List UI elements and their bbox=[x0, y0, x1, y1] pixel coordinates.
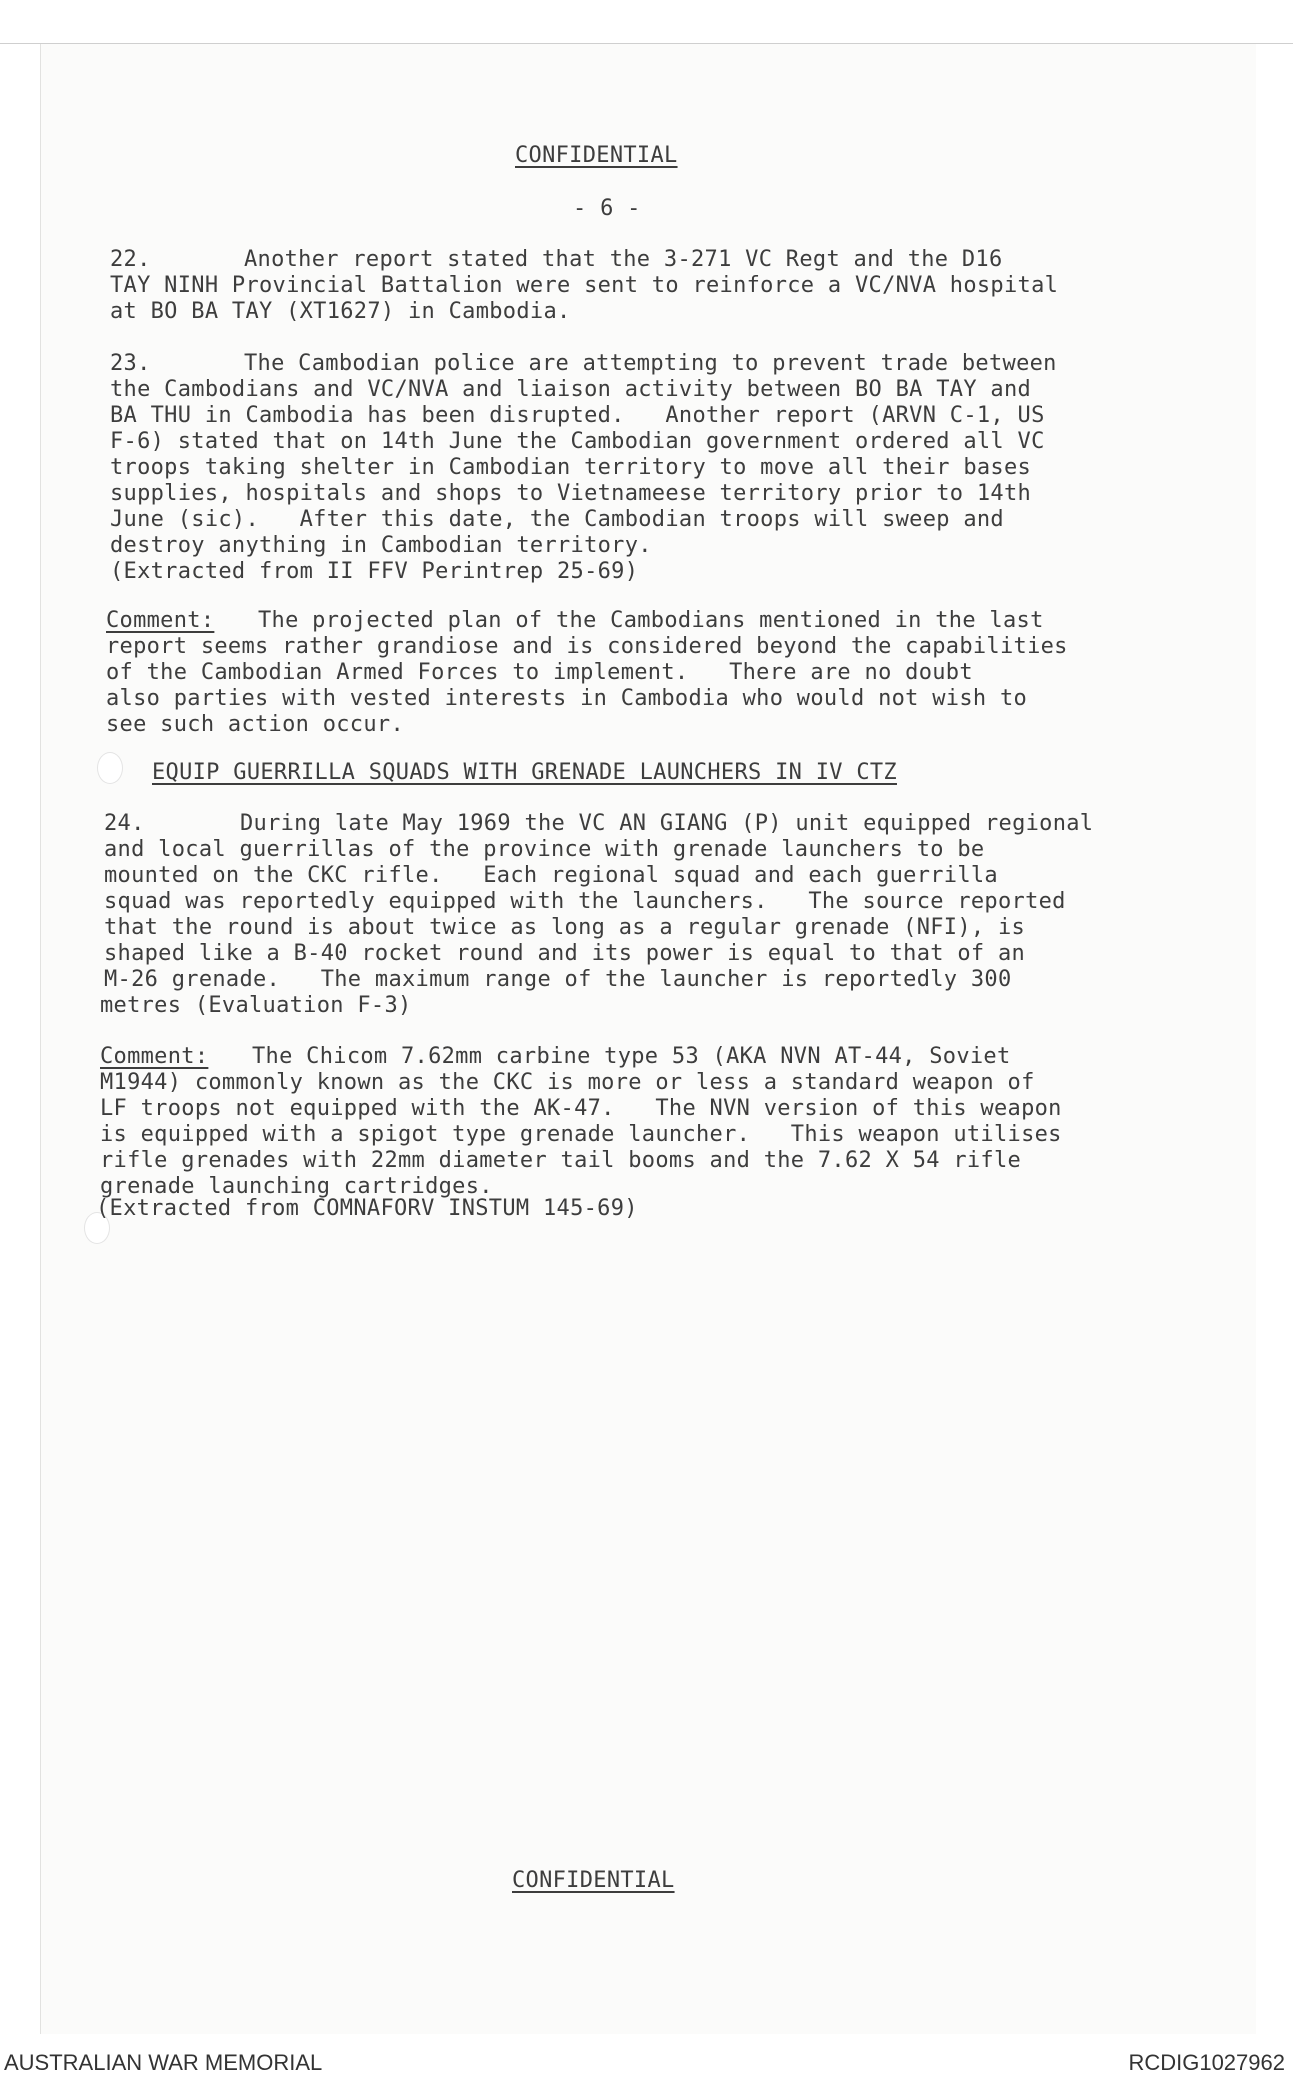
para-24-number: 24. bbox=[104, 811, 145, 836]
classification-footer: CONFIDENTIAL bbox=[512, 1868, 675, 1893]
comment-2-line: rifle grenades with 22mm diameter tail booms and the 7.62 X 54 rifle bbox=[100, 1148, 1022, 1173]
comment-2-source: (Extracted from COMNAFORV INSTUM 145-69) bbox=[96, 1196, 638, 1221]
classification-header: CONFIDENTIAL bbox=[515, 143, 678, 168]
comment-2-line: LF troops not equipped with the AK-47. The NVN version of this weapon bbox=[100, 1096, 1062, 1121]
para-23-number: 23. bbox=[110, 351, 151, 376]
para-23-line: supplies, hospitals and shops to Vietnameese territory prior to 14th bbox=[110, 481, 1032, 506]
para-22-line: at BO BA TAY (XT1627) in Cambodia. bbox=[110, 299, 571, 324]
para-24-line: metres (Evaluation F-3) bbox=[100, 993, 412, 1018]
para-24-line: mounted on the CKC rifle. Each regional squad and each guerrilla bbox=[104, 863, 998, 888]
comment-2-line: is equipped with a spigot type grenade launcher. This weapon utilises bbox=[100, 1122, 1062, 1147]
comment-1-line: The projected plan of the Cambodians mentioned in the last bbox=[258, 608, 1044, 633]
page-number: - 6 - bbox=[573, 196, 641, 221]
comment-1-line: also parties with vested interests in Cambodia who would not wish to bbox=[106, 686, 1028, 711]
para-23-line: destroy anything in Cambodian territory. bbox=[110, 533, 652, 558]
para-24-line: M-26 grenade. The maximum range of the launcher is reportedly 300 bbox=[104, 967, 1012, 992]
para-23-source: (Extracted from II FFV Perintrep 25-69) bbox=[110, 559, 639, 584]
para-23-line: The Cambodian police are attempting to prevent trade between bbox=[244, 351, 1057, 376]
comment-2-line: M1944) commonly known as the CKC is more or less a standard weapon of bbox=[100, 1070, 1035, 1095]
para-24-line: and local guerrillas of the province with grenade launchers to be bbox=[104, 837, 985, 862]
comment-1-line: see such action occur. bbox=[106, 712, 404, 737]
document-page bbox=[40, 44, 1256, 2034]
para-24-line: During late May 1969 the VC AN GIANG (P) unit equipped regional bbox=[240, 811, 1094, 836]
comment-1-line: report seems rather grandiose and is considered beyond the capabilities bbox=[106, 634, 1068, 659]
para-24-line: shaped like a B-40 rocket round and its power is equal to that of an bbox=[104, 941, 1026, 966]
para-23-line: troops taking shelter in Cambodian territory to move all their bases bbox=[110, 455, 1032, 480]
para-22-line: Another report stated that the 3-271 VC Regt and the D16 bbox=[244, 247, 1003, 272]
para-22-line: TAY NINH Provincial Battalion were sent to reinforce a VC/NVA hospital bbox=[110, 273, 1059, 298]
para-22-number: 22. bbox=[110, 247, 151, 272]
para-24-line: squad was reportedly equipped with the launchers. The source reported bbox=[104, 889, 1066, 914]
comment-1-label: Comment: bbox=[106, 608, 215, 633]
comment-2-line: grenade launching cartridges. bbox=[100, 1174, 493, 1199]
para-24-line: that the round is about twice as long as a regular grenade (NFI), is bbox=[104, 915, 1026, 940]
comment-1-line: of the Cambodian Armed Forces to implement. There are no doubt bbox=[106, 660, 973, 685]
comment-2-label: Comment: bbox=[100, 1044, 209, 1069]
para-23-line: the Cambodians and VC/NVA and liaison activity between BO BA TAY and bbox=[110, 377, 1032, 402]
archive-institution: AUSTRALIAN WAR MEMORIAL bbox=[4, 2050, 323, 2075]
section-heading: EQUIP GUERRILLA SQUADS WITH GRENADE LAUNCHERS IN IV CTZ bbox=[152, 760, 897, 785]
punch-hole bbox=[97, 752, 123, 784]
comment-2-line: The Chicom 7.62mm carbine type 53 (AKA NVN AT-44, Soviet bbox=[252, 1044, 1011, 1069]
para-23-line: June (sic). After this date, the Cambodian troops will sweep and bbox=[110, 507, 1004, 532]
para-23-line: F-6) stated that on 14th June the Cambodian government ordered all VC bbox=[110, 429, 1045, 454]
archive-reference: RCDIG1027962 bbox=[1128, 2050, 1285, 2075]
para-23-line: BA THU in Cambodia has been disrupted. Another report (ARVN C-1, US bbox=[110, 403, 1045, 428]
